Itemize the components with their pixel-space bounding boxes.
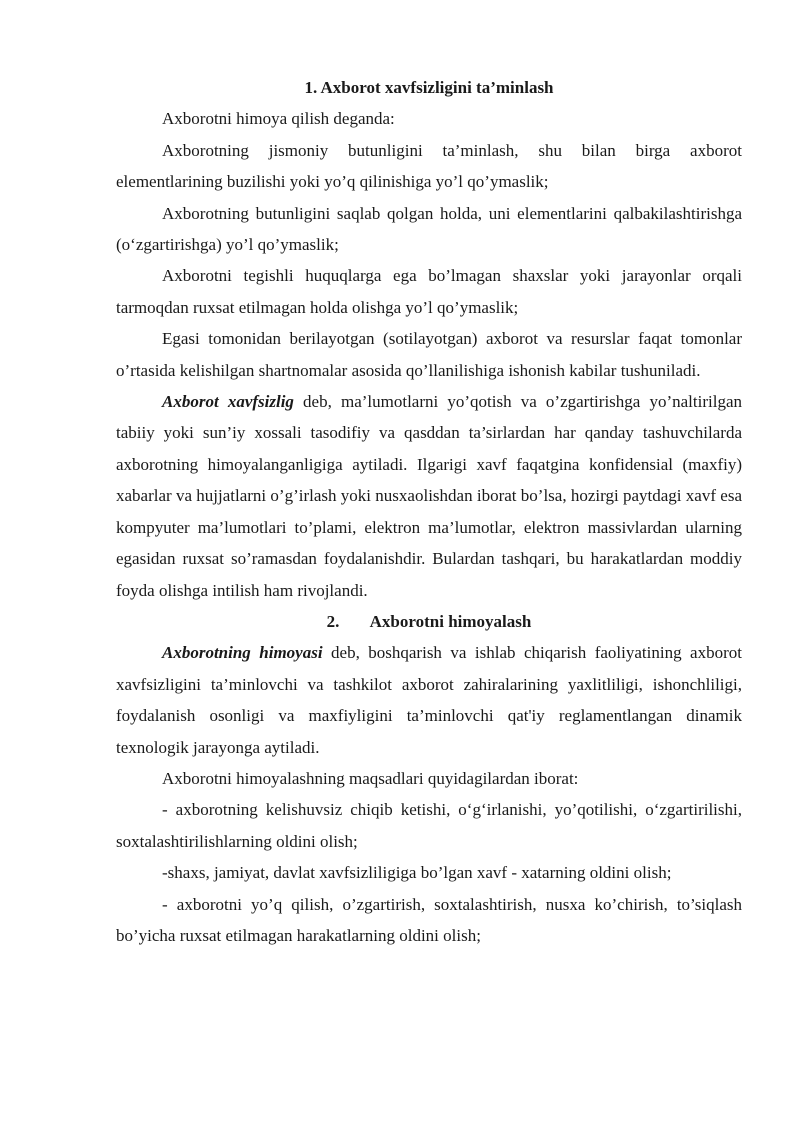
defined-term: Axborot xavfsizlig xyxy=(162,392,294,412)
paragraph: Axborotning butunligini saqlab qolgan holda, uni elementlarini qalbakilashtirishga (o‘zgartirishga) yo’l qo’ymaslik; xyxy=(116,203,742,255)
document-page xyxy=(116,72,742,951)
section-number: 2. xyxy=(326,611,340,631)
definition-paragraph xyxy=(116,637,742,763)
definition-paragraph xyxy=(116,386,742,606)
section-title-text: Axborotni himoyalash xyxy=(369,611,532,631)
list-item: - axborotning kelishuvsiz chiqib ketishi, o‘g‘irlanishi, yo’qotilishi, o‘zgartirilishi, soxtalashtirilishlarning oldini olish; xyxy=(116,800,742,851)
definition-text: deb, boshqarish va ishlab chiqarish faoliyatining axborot xavfsizligini ta’minlovchi va tashkilot axborot zahiralarining yaxlitliligi, ishonchliligi, foydalanish osonligi va maxfiyligini ta’minlovchi qat'iy reglamentlangan dinamik texnologik jarayonga aytiladi. xyxy=(116,643,742,757)
list-item: -shaxs, jamiyat, davlat xavfsizliligiga bo’lgan xavf - xatarning oldini olish; xyxy=(162,863,672,883)
definition-text: deb, ma’lumotlarni yo’qotish va o’zgartirishga yo’naltirilgan tabiiy yoki sun’iy xossali tasodifiy va qasddan ta’sirlardan har qanday tashuvchilarda axborotning himoyalanganligiga aytiladi. Ilgarigi xavf faqatgina konfidensial (maxfiy) xabarlar va hujjatlarni o’g’irlash yoki nusxaolishdan iborat bo’lsa, hozirgi paytdagi xavf esa kompyuter ma’lumotlari to’plami, elektron ma’lumotlar, elektron massivlardan ularning egasidan ruxsat so’ramasdan foydalanishdir. Bulardan tashqari, bu harakatlardan moddiy foyda olishga intilish ham rivojlandi. xyxy=(116,392,742,600)
list-item: - axborotni yo’q qilish, o’zgartirish, soxtalashtirish, nusxa ko’chirish, to’siqlash bo’yicha ruxsat etilmagan harakatlarning oldini olish; xyxy=(116,894,742,945)
section-2-title xyxy=(116,606,742,637)
paragraph: Axborotning jismoniy butunligini ta’minlash, shu bilan birga axborot elementlarining buzilishi yoki yo’q qilinishiga yo’l qo’ymaslik; xyxy=(116,140,742,192)
defined-term: Axborotning himoyasi xyxy=(162,643,323,663)
paragraph: Axborotni himoya qilish deganda: xyxy=(162,109,395,129)
paragraph: Egasi tomonidan berilayotgan (sotilayotgan) axborot va resurslar faqat tomonlar o’rtasida kelishilgan shartnomalar asosida qo’llanilishiga ishonish kabilar tushuniladi. xyxy=(116,329,742,380)
paragraph: Axborotni tegishli huquqlarga ega bo’lmagan shaxslar yoki jarayonlar orqali tarmoqdan ruxsat etilmagan holda olishga yo’l qo’ymaslik; xyxy=(116,266,742,317)
section-1-title: 1. Axborot xavfsizligini ta’minlash xyxy=(304,78,554,97)
paragraph: Axborotni himoyalashning maqsadlari quyidagilardan iborat: xyxy=(162,768,579,788)
